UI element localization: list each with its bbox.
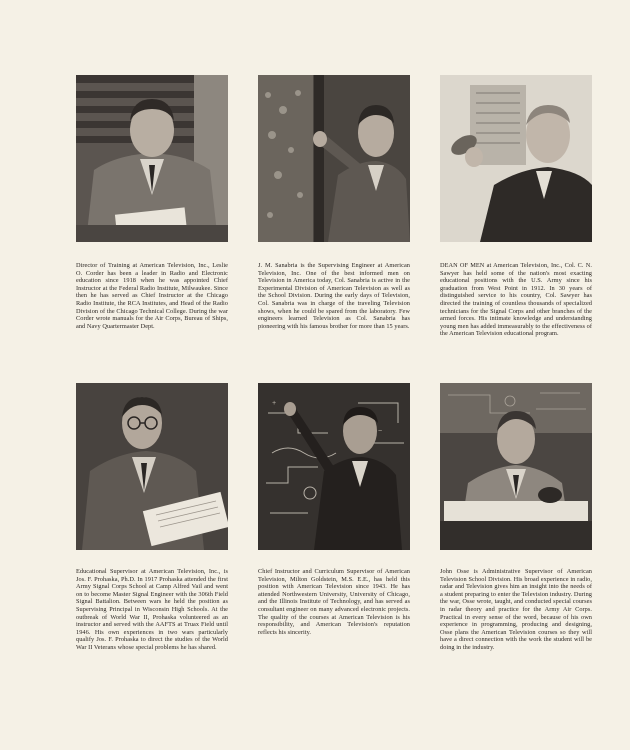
portrait-photo-goldstein	[258, 383, 410, 550]
portrait-photo-prohaska	[76, 383, 228, 550]
staff-bio-goldstein	[258, 568, 410, 636]
staff-bio-osse	[440, 568, 592, 652]
bio-text: Director of Training at American Television, Inc., Leslie O. Corder has been a leader in Radio and Electronic education since 1918 when he was appointed Chief Instructor at the Federal Radio Institute, Milwaukee. Since then he has served as Chief Instructor at the Chicago Radio Institute, the RCA Institutes, and Head of the Radio Division of the Chicago Technical College. During the war Corder wrote manuals for the Air Corps, Bureau of Ships, and Navy Quartermaster Dept.	[76, 262, 228, 330]
portrait-photo-sanabria	[258, 75, 410, 242]
staff-bio-sawyer	[440, 262, 592, 338]
staff-card-goldstein	[258, 383, 410, 636]
bio-text: Educational Supervisor at American Television, Inc., is Jos. F. Prohaska, Ph.D. In 1917 Prohaska attended the first Army Signal Corps School at Camp Alfred Vail and went on to become Master Signal Engineer with the 306th Field Signal Battalion. Between wars he held the position as Supervising Principal in Wisconsin High Schools. At the outbreak of World War II, Prohaska volunteered as an instructor and served with the AAFTS at Truax Field until 1946. His own experiences in two wars particularly qualify Jos. F. Prohaska to direct the studies of the World War II Veterans whose special problems he has shared.	[76, 568, 228, 651]
bio-text: J. M. Sanabria is the Supervising Engineer at American Television, Inc. One of the best informed men on Television in America today, Col. Sanabria is active in the Experimental Division of American Television as well as the School Division. During the early days of Television, Col. Sanabria was in charge of the traveling Television shows, when he could be spared from the laboratory. Few engineers learned Television as Col. Sanabria has pioneering with his famous brother for more than 15 years.	[258, 262, 410, 330]
staff-card-prohaska	[76, 383, 228, 652]
staff-card-sanabria	[258, 75, 410, 330]
staff-card-osse	[440, 383, 592, 652]
staff-bio-prohaska	[76, 568, 228, 652]
portrait-photo-sawyer	[440, 75, 592, 242]
staff-card-sawyer	[440, 75, 592, 338]
portrait-photo-osse	[440, 383, 592, 550]
svg-text:+: +	[272, 400, 277, 408]
staff-bio-corder	[76, 262, 228, 330]
bio-text: John Osse is Administrative Supervisor of American Television School Division. His broad experience in radio, radar and Television gives him an insight into the needs of a student preparing to enter the Television industry. During the war, Osse wrote, taught, and conducted special courses in radar theory and practice for the Army Air Corps. Practical in every sense of the word, because of his own experience in programming, producing and designing, Osse plans the American Television courses so they will have a direct connection with the work the student will be doing in the industry.	[440, 568, 592, 651]
svg-text:~: ~	[378, 428, 383, 436]
portrait-photo-corder	[76, 75, 228, 242]
staff-card-corder	[76, 75, 228, 330]
bio-text: DEAN OF MEN at American Television, Inc., Col. C. N. Sawyer has held some of the nation's most exacting educational positions with the U.S. Army since his graduation from West Point in 1912. In 30 years of distinguished service to his country, Col. Sawyer has directed the training of countless thousands of specialized technicians for the Signal Corps and other branches of the armed forces. His intimate knowledge and understanding young men has added immeasurably to the effectiveness of the American Television educational program.	[440, 262, 592, 338]
bio-text: Chief Instructor and Curriculum Supervisor of American Television, Milton Goldstein, M.S. E.E., has held this position with American Television since 1943. He has attended Northwestern University, University of Chicago, and the Illinois Institute of Technology, and has served as consultant engineer on many advanced electronic projects. The quality of the courses at American Television is his responsibility, and American Television's reputation reflects his sincerity.	[258, 568, 410, 636]
staff-bio-sanabria	[258, 262, 410, 330]
